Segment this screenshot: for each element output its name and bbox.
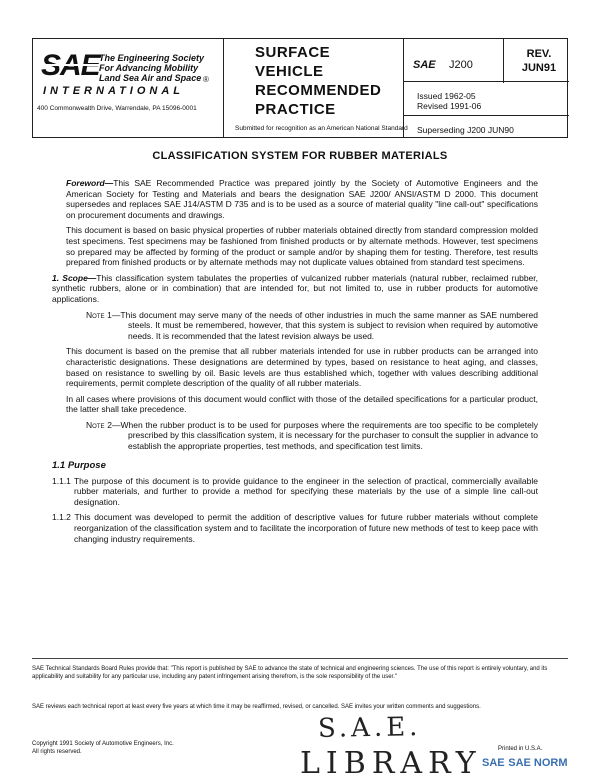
- doc-sae-logo: SAE: [413, 59, 436, 71]
- document-number: J200: [449, 59, 473, 71]
- address: 400 Commonwealth Drive, Warrendale, PA 15096-0001: [37, 105, 197, 112]
- header-divider: [403, 81, 569, 82]
- review-text: SAE reviews each technical report at least every five years at which time it may be reaffirmed, revised, or cancelled. SAE invites your written comments and suggestions.: [32, 704, 481, 710]
- header-divider: [223, 39, 224, 137]
- sae-logo: SAE: [41, 49, 100, 82]
- paragraph: This document is based on basic physical properties of rubber materials obtained directly from standard compression molded test specimens. Test specimens may be fashioned from finished products or by alternate methods. However, test specimens so prepared may be affected by forming of the product or sample and/or by shaping them for testing. Therefore, test results prepared from finished products or by alternate methods may not duplicate values obtained from standard test specimens.: [66, 225, 538, 268]
- purpose-heading: 1.1 Purpose: [52, 459, 106, 471]
- document-header: [32, 38, 568, 138]
- sae-norm-watermark: SAE SAE NORM: [482, 757, 568, 769]
- document-title: CLASSIFICATION SYSTEM FOR RUBBER MATERIALS: [152, 150, 448, 162]
- note-1: Note 1—This document may serve many of the needs of other industries in much the same manner as SAE numbered steels. It must be remembered, however, that this system is subject to revision when required by automotive needs. It is recommended that the latest revision always be used.: [86, 309, 539, 341]
- printed-in-usa: Printed in U.S.A.: [498, 746, 543, 752]
- paragraph: This document is based on the premise that all rubber materials intended for use in rubber products can be arranged into characteristic designations. These designations are determined by types, based on resistance to heat aging, and classes, based on resistance to swelling by oil. Basic levels are thus established which, together with values describing additional requirements, permit complete description of the quality of all rubber materials.: [66, 346, 538, 389]
- superseding: Superseding J200 JUN90: [417, 125, 514, 135]
- international-label: INTERNATIONAL: [43, 85, 185, 97]
- ans-submission-note: Submitted for recognition as an American National Standard: [235, 125, 408, 132]
- document-body: [52, 178, 539, 549]
- library-stamp-line1: S.A.E.: [317, 712, 422, 744]
- watermark-logo: SAE: [482, 757, 505, 769]
- note-2: Note 2—When the rubber product is to be used for purposes where the requirements are too specific to be completely prescribed by this classification system, it is necessary for the purchaser to consult the supplier in advance to establish the appropriate properties, test methods, and specification test limits.: [86, 419, 538, 452]
- document-type: SURFACE VEHICLE RECOMMENDED PRACTICE: [255, 44, 382, 118]
- registered-mark: ®: [203, 75, 209, 84]
- header-divider: [403, 39, 404, 137]
- society-tagline: The Engineering Society For Advancing Mobility Land Sea Air and Space: [99, 53, 205, 83]
- footer-divider: [32, 658, 568, 659]
- revision-box: REV. JUN91: [521, 48, 557, 74]
- paragraph: In all cases where provisions of this document would conflict with those of the detailed specifications for a particular product, the latter shall take precedence.: [66, 393, 538, 415]
- item-1-1-2: 1.1.2 This document was developed to permit the addition of descriptive values for future rubber materials without complete reorganization of the classification system and to facilitate the incorporation of future new methods of test to keep pace with changing industry requirements.: [52, 512, 538, 544]
- library-stamp-line2: LIBRARY: [300, 746, 482, 781]
- header-divider: [403, 115, 569, 116]
- board-rules-text: SAE Technical Standards Board Rules provide that: "This report is published by SAE to advance the state of technical and engineering sciences. The use of this report is entirely voluntary, and its applicability and suitability for any particular use, including any patent infringement arising therefrom, is the sole responsibility of the user.": [32, 666, 548, 680]
- foreword-paragraph: Foreword—This SAE Recommended Practice was prepared jointly by the Society of Automotive Engineers and the American Society for Testing and Materials and bears the designation SAE J200/ ANSI/ASTM D 2000. This document supersedes and replaces SAE J14/ASTM D 735 and is to be used as a source of material quality "line call-out" specifications on procurement documents and drawings.: [66, 178, 538, 220]
- header-divider: [503, 39, 504, 83]
- item-1-1-1: 1.1.1 The purpose of this document is to provide guidance to the engineer in the selection of practical, commercially available rubber materials, and further to provide a method for specifying these materials by the use of a simple line call-out designation.: [52, 475, 538, 507]
- issue-dates: Issued 1962-05 Revised 1991-06: [417, 91, 482, 111]
- copyright: Copyright 1991 Society of Automotive Engineers, Inc. All rights reserved.: [32, 741, 174, 755]
- scope-paragraph: 1. Scope—This classification system tabulates the properties of vulcanized rubber materials (natural rubber, reclaimed rubber, synthetic rubbers, alone or in combination) that are intended for, but not limited to, use in rubber products for automotive applications.: [52, 272, 538, 304]
